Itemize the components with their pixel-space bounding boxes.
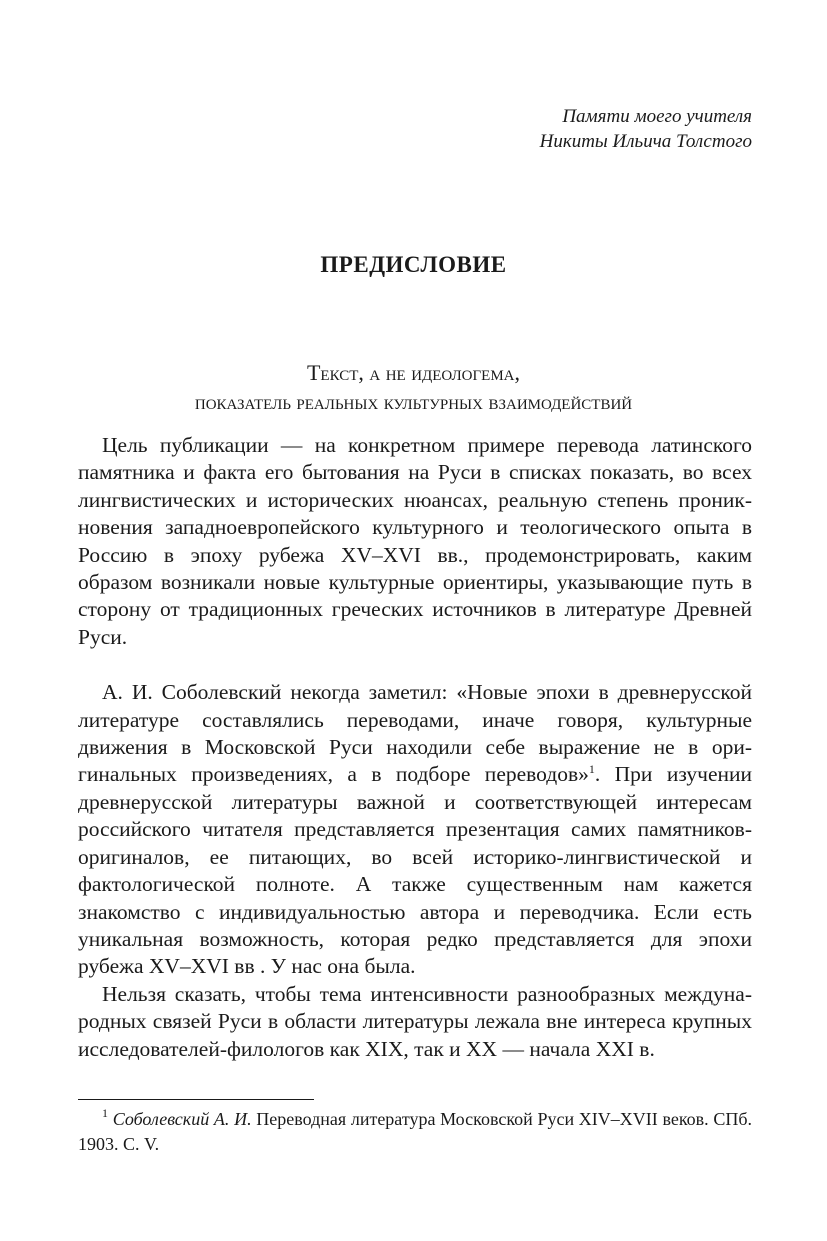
paragraph-3: Нельзя сказать, чтобы тема интенсивности разнообразных международных связей Руси в области литературы лежала вне интереса крупных исследователей-филологов как XIX, так и XX — начала XXI в. xyxy=(78,981,752,1061)
footnote-reference[interactable]: 1 xyxy=(588,762,595,777)
paragraph-2-part-1: А. И. Соболевский некогда заметил: «Новые эпохи в древнерусской литературе составлялись переводами, иначе говоря, культурные движения в Московской Руси находили себе выражение не в оригинальных произведениях, а в подборе переводов» xyxy=(78,680,752,787)
footnote-text: Переводная литература Московской Руси XIV–XVII веков. СПб. 1903. С. V. xyxy=(78,1109,753,1154)
epigraph-line-1: Памяти моего учителя xyxy=(562,106,752,127)
subtitle-line-1: Текст, а не идеологема, xyxy=(306,360,521,385)
footnote-divider xyxy=(78,1099,314,1100)
paragraph-2-part-2: . При изучении древнерусской литературы важной и соответствующей интересам российского читателя представляется презентация самих памятников-оригиналов, ее питающих, во всей историко-лингвистической и фактологической полноте. А также существенным нам кажется знакомство с индивидуальностью автора и переводчика. Если есть уникальная возможность, которая редко представляется для эпохи рубежа XV–XVI вв . У нас она была. xyxy=(78,762,753,979)
page-title: ПРЕДИСЛОВИЕ xyxy=(320,252,507,277)
epigraph-line-2: Никиты Ильича Толстого xyxy=(539,131,752,152)
subtitle-line-2: показатель реальных культурных взаимодействий xyxy=(194,389,633,414)
body-text xyxy=(78,432,752,1063)
footnote-author: Соболевский А. И. xyxy=(112,1109,252,1129)
footnote xyxy=(78,1107,752,1157)
epigraph xyxy=(540,104,752,154)
paragraph-2 xyxy=(78,679,752,980)
paragraph-1: Цель публикации — на конкретном примере перевода латинского памятника и факта его бытования на Руси в списках показать, во всех лингвистических и исторических нюансах, реальную степень проникновения западноевропейского культурного и теологического опыта в Россию в эпоху рубежа XV–XVI вв., продемонстрировать, каким образом возникали новые культурные ориентиры, указывающие путь в сторону от традиционных греческих источников в литературе Древней Руси. xyxy=(78,433,752,649)
footnote-number: 1 xyxy=(102,1106,108,1120)
section-subtitle xyxy=(0,358,827,416)
